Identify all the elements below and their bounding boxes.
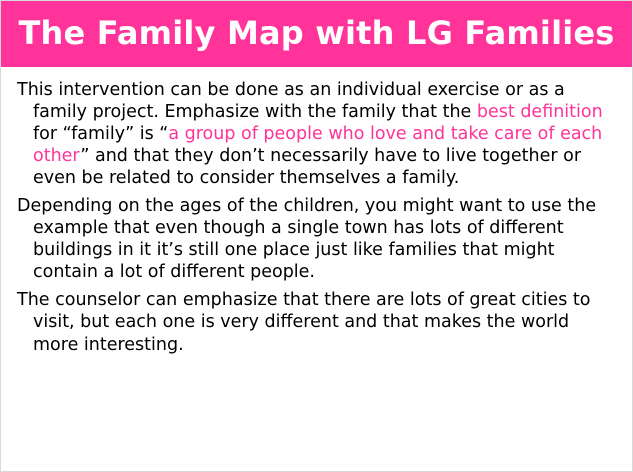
slide-body [1,67,632,356]
highlighted-text: a group of people who love and take care of each other [33,124,603,167]
highlighted-text: best definition [476,102,603,123]
body-text: This intervention can be done as an individual exercise or as a family project. Emphasize with the family that the [17,80,565,123]
bullet-item [17,195,618,283]
bullet-item [17,289,618,355]
body-text: ” and that they don’t necessarily have to live together or even be related to consider themselves a family. [33,146,582,189]
body-text: Depending on the ages of the children, you might want to use the example that even though a single town has lots of different buildings in it it’s still one place just like families that might contain a lot of different people. [17,196,597,283]
body-text: for “family” is “ [33,124,169,145]
bullet-list [17,79,618,356]
slide-title-banner [1,1,632,67]
body-text: The counselor can emphasize that there are lots of great cities to visit, but each one is very different and that makes the world more interesting. [17,290,591,355]
page-title: The Family Map with LG Families [18,14,615,53]
bullet-item [17,79,618,189]
